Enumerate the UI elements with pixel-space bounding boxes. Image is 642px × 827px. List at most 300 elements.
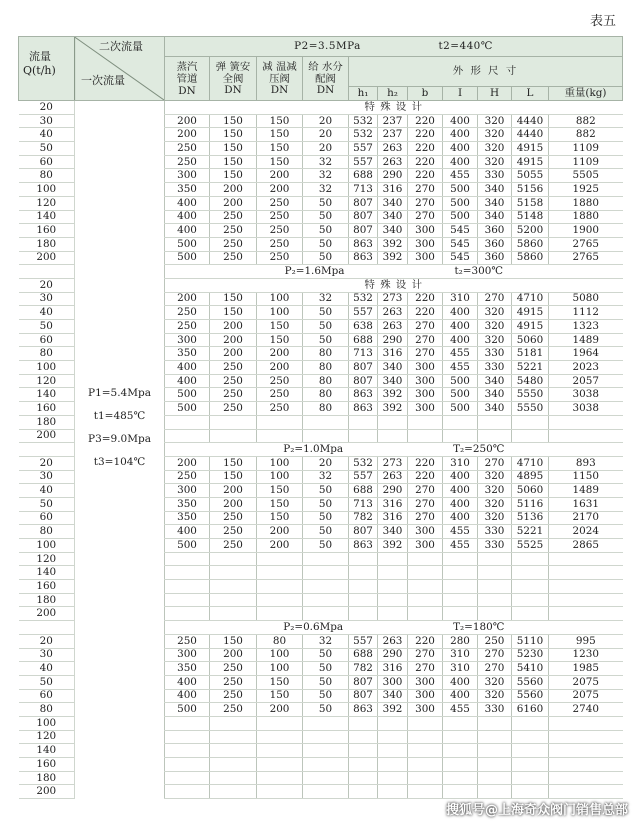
table-cell [378, 771, 408, 785]
table-cell: 50 [303, 662, 349, 676]
table-cell [478, 716, 512, 730]
table-cell: 638 [349, 320, 378, 334]
table-cell: 4915 [512, 320, 549, 334]
table-cell: 5181 [512, 347, 549, 361]
table-cell: 50 [303, 484, 349, 498]
table-cell [549, 415, 623, 429]
table-cell: 320 [478, 675, 512, 689]
table-cell [303, 566, 349, 580]
table-cell: 250 [210, 402, 257, 416]
table-cell: 250 [257, 210, 303, 224]
table-cell: 250 [257, 388, 303, 402]
table-cell: 340 [478, 210, 512, 224]
table-cell: 270 [408, 210, 443, 224]
table-cell: 4895 [512, 470, 549, 484]
flow-value: 120 [19, 374, 75, 388]
table-cell: 50 [303, 333, 349, 347]
table-cell: 50 [303, 648, 349, 662]
primary-flow-label: 一次流量 [81, 74, 125, 87]
table-cell [303, 771, 349, 785]
flow-value: 40 [19, 662, 75, 676]
flow-cell [19, 265, 75, 279]
col-steam-pipe [165, 57, 210, 101]
table-cell [549, 566, 623, 580]
table-cell: 863 [349, 539, 378, 553]
table-cell: 100 [257, 306, 303, 320]
table-cell: 300 [408, 703, 443, 717]
table-cell [408, 429, 443, 443]
table-cell: 713 [349, 497, 378, 511]
table-cell: 150 [210, 470, 257, 484]
flow-value: 30 [19, 648, 75, 662]
table-cell: 80 [303, 402, 349, 416]
table-cell: 200 [210, 347, 257, 361]
table-body [19, 101, 623, 799]
table-cell: 1112 [549, 306, 623, 320]
flow-value: 80 [19, 703, 75, 717]
table-cell: 80 [303, 388, 349, 402]
table-cell [210, 758, 257, 772]
table-cell [257, 744, 303, 758]
table-cell [378, 607, 408, 621]
table-cell: 250 [165, 142, 210, 156]
table-cell: 1880 [549, 196, 623, 210]
table-cell: 330 [478, 347, 512, 361]
table-cell: 557 [349, 142, 378, 156]
table-cell: 688 [349, 169, 378, 183]
table-cell [443, 415, 478, 429]
table-cell: 300 [408, 388, 443, 402]
table-cell: 300 [165, 169, 210, 183]
table-cell: 713 [349, 183, 378, 197]
table-cell: 400 [443, 675, 478, 689]
table-cell [512, 758, 549, 772]
primary-condition: P1=5.4Mpa [88, 387, 151, 399]
table-cell [512, 552, 549, 566]
table-cell [349, 771, 378, 785]
table-cell: 500 [443, 374, 478, 388]
table-cell: 532 [349, 128, 378, 142]
section-condition [165, 443, 623, 457]
table-cell: 150 [210, 634, 257, 648]
table-cell [478, 744, 512, 758]
table-cell [257, 429, 303, 443]
table-cell: 1109 [549, 142, 623, 156]
table-cell [512, 566, 549, 580]
col-feed-valve-dn: DN [316, 84, 335, 96]
table-cell: 150 [257, 511, 303, 525]
table-cell: 250 [210, 675, 257, 689]
table-cell: 270 [478, 662, 512, 676]
table-cell: 882 [549, 128, 623, 142]
table-cell: 150 [210, 155, 257, 169]
section-temperature: t₂=300℃ [454, 265, 503, 278]
table-cell: 532 [349, 456, 378, 470]
table-cell: 300 [165, 333, 210, 347]
flow-value: 180 [19, 415, 75, 429]
table-cell [378, 744, 408, 758]
table-cell [165, 785, 210, 799]
table-cell: 1985 [549, 662, 623, 676]
primary-condition: t1=485℃ [93, 410, 146, 422]
table-cell [210, 552, 257, 566]
table-cell: 400 [165, 224, 210, 238]
table-cell: 263 [378, 155, 408, 169]
table-cell: 2740 [549, 703, 623, 717]
table-cell [257, 415, 303, 429]
table-cell: 863 [349, 388, 378, 402]
table-cell: 20 [303, 128, 349, 142]
table-cell: 80 [257, 634, 303, 648]
table-cell [378, 785, 408, 799]
table-cell: 893 [549, 456, 623, 470]
table-cell [303, 593, 349, 607]
col-steam-pipe-dn: DN [178, 84, 196, 97]
table-cell: 300 [408, 361, 443, 375]
table-cell: 200 [210, 497, 257, 511]
table-cell [257, 580, 303, 594]
table-cell: 300 [165, 648, 210, 662]
table-cell: 300 [408, 237, 443, 251]
table-cell: 2075 [549, 675, 623, 689]
table-cell [408, 580, 443, 594]
table-cell: 50 [303, 306, 349, 320]
table-cell: 400 [165, 210, 210, 224]
table-cell: 360 [478, 251, 512, 265]
table-cell: 1109 [549, 155, 623, 169]
flow-value: 100 [19, 361, 75, 375]
flow-value: 160 [19, 224, 75, 238]
table-cell [257, 758, 303, 772]
table-cell [165, 552, 210, 566]
table-cell: 340 [378, 196, 408, 210]
table-cell [378, 593, 408, 607]
table-cell [210, 716, 257, 730]
table-cell: 5410 [512, 662, 549, 676]
flow-value: 20 [19, 278, 75, 292]
col-dimensions: 外 形 尺 寸 [349, 57, 623, 87]
table-cell [443, 607, 478, 621]
table-cell: 300 [408, 689, 443, 703]
table-cell [257, 730, 303, 744]
flow-cell [19, 621, 75, 635]
table-cell: 350 [165, 347, 210, 361]
table-cell: 320 [478, 155, 512, 169]
section-pressure: P₂=1.6Mpa [284, 265, 345, 278]
flow-value: 200 [19, 607, 75, 621]
table-cell: 150 [257, 497, 303, 511]
table-cell: 80 [303, 361, 349, 375]
table-cell: 400 [443, 306, 478, 320]
table-cell: 250 [257, 196, 303, 210]
table-cell: 150 [210, 169, 257, 183]
table-cell: 270 [408, 183, 443, 197]
table-cell [408, 744, 443, 758]
table-cell: 5221 [512, 361, 549, 375]
table-cell [378, 429, 408, 443]
col-reducer-valve-label: 减 温减压阀 [262, 61, 297, 85]
table-row [19, 101, 623, 115]
table-cell: 2024 [549, 525, 623, 539]
table-cell: 220 [408, 142, 443, 156]
table-cell [303, 552, 349, 566]
table-cell: 545 [443, 251, 478, 265]
table-cell: 32 [303, 292, 349, 306]
flow-value: 80 [19, 525, 75, 539]
table-cell: 20 [303, 456, 349, 470]
table-cell: 5055 [512, 169, 549, 183]
table-cell: 360 [478, 237, 512, 251]
table-cell: 316 [378, 183, 408, 197]
table-cell [303, 580, 349, 594]
table-cell: 995 [549, 634, 623, 648]
table-cell: 32 [303, 634, 349, 648]
table-cell: 220 [408, 634, 443, 648]
table-cell: 200 [210, 648, 257, 662]
table-cell: 80 [303, 347, 349, 361]
table-cell: 807 [349, 210, 378, 224]
table-cell: 250 [210, 662, 257, 676]
table-cell: 500 [443, 183, 478, 197]
table-cell: 32 [303, 470, 349, 484]
table-cell: 250 [165, 634, 210, 648]
section-condition [165, 621, 623, 635]
col-reducer-valve-dn: DN [270, 84, 289, 96]
table-cell: 455 [443, 703, 478, 717]
table-cell [478, 771, 512, 785]
table-cell: 320 [478, 142, 512, 156]
table-cell [478, 552, 512, 566]
table-cell: 150 [210, 306, 257, 320]
table-cell: 290 [378, 484, 408, 498]
table-cell: 4915 [512, 306, 549, 320]
table-cell [210, 429, 257, 443]
table-cell: 50 [303, 539, 349, 553]
corner-header-cell [19, 37, 165, 101]
table-cell [349, 730, 378, 744]
table-cell: 290 [378, 648, 408, 662]
table-cell: 2765 [549, 251, 623, 265]
flow-value: 20 [19, 456, 75, 470]
table-cell: 2057 [549, 374, 623, 388]
table-cell: 300 [408, 539, 443, 553]
col-h2: h₂ [378, 87, 408, 101]
table-cell [408, 415, 443, 429]
table-cell [512, 744, 549, 758]
special-design-note: 特 殊 设 计 [165, 101, 623, 115]
table-cell: 5116 [512, 497, 549, 511]
table-cell: 1964 [549, 347, 623, 361]
table-cell [303, 758, 349, 772]
table-cell [549, 730, 623, 744]
table-cell [378, 580, 408, 594]
col-I: I [443, 87, 478, 101]
flow-value: 40 [19, 484, 75, 498]
flow-value: 100 [19, 539, 75, 553]
table-cell: 20 [303, 142, 349, 156]
table-cell [512, 607, 549, 621]
table-cell: 400 [165, 374, 210, 388]
table-cell: 807 [349, 224, 378, 238]
flow-value: 100 [19, 183, 75, 197]
table-cell [257, 566, 303, 580]
table-cell: 557 [349, 155, 378, 169]
table-cell: 782 [349, 662, 378, 676]
table-cell: 782 [349, 511, 378, 525]
table-cell: 200 [165, 456, 210, 470]
table-cell [349, 607, 378, 621]
table-cell [303, 730, 349, 744]
table-cell [257, 593, 303, 607]
group1-temperature: t2=440℃ [438, 40, 493, 52]
table-cell: 4710 [512, 292, 549, 306]
col-relief-valve-label: 弹 簧安全阀 [215, 61, 251, 85]
col-relief-valve [210, 57, 257, 101]
flow-value: 140 [19, 210, 75, 224]
table-cell: 200 [210, 196, 257, 210]
table-cell: 320 [478, 333, 512, 347]
table-cell: 330 [478, 525, 512, 539]
table-cell: 340 [378, 525, 408, 539]
table-cell: 5080 [549, 292, 623, 306]
table-cell: 32 [303, 155, 349, 169]
table-cell [349, 552, 378, 566]
flow-value: 180 [19, 771, 75, 785]
table-cell [349, 758, 378, 772]
table-cell: 320 [478, 497, 512, 511]
table-cell [512, 785, 549, 799]
table-cell: 20 [303, 114, 349, 128]
table-cell: 500 [165, 703, 210, 717]
table-cell [210, 580, 257, 594]
table-cell: 400 [165, 196, 210, 210]
table-cell [165, 593, 210, 607]
table-cell [478, 415, 512, 429]
table-cell [549, 552, 623, 566]
table-cell: 2170 [549, 511, 623, 525]
table-cell: 280 [443, 634, 478, 648]
table-cell [303, 607, 349, 621]
table-cell: 1880 [549, 210, 623, 224]
flow-value: 80 [19, 169, 75, 183]
table-cell: 270 [408, 511, 443, 525]
primary-condition: P3=9.0Mpa [88, 433, 151, 445]
flow-value: 140 [19, 744, 75, 758]
table-cell: 320 [478, 484, 512, 498]
table-cell: 5860 [512, 237, 549, 251]
flow-value: 140 [19, 566, 75, 580]
flow-value: 160 [19, 402, 75, 416]
table-cell [512, 415, 549, 429]
table-cell: 50 [303, 251, 349, 265]
table-cell: 320 [478, 511, 512, 525]
flow-value: 200 [19, 251, 75, 265]
flow-value: 20 [19, 101, 75, 115]
table-cell: 263 [378, 142, 408, 156]
table-cell: 50 [303, 511, 349, 525]
table-cell: 50 [303, 224, 349, 238]
table-cell: 250 [210, 210, 257, 224]
table-cell: 250 [478, 634, 512, 648]
table-cell: 263 [378, 306, 408, 320]
table-cell: 5550 [512, 388, 549, 402]
flow-value: 20 [19, 634, 75, 648]
table-cell: 500 [165, 237, 210, 251]
col-relief-valve-dn: DN [224, 84, 242, 96]
table-cell: 340 [478, 388, 512, 402]
table-cell: 532 [349, 114, 378, 128]
table-cell: 340 [478, 196, 512, 210]
table-cell: 4440 [512, 114, 549, 128]
table-cell: 250 [210, 361, 257, 375]
flow-value: 160 [19, 580, 75, 594]
table-cell: 340 [378, 361, 408, 375]
table-cell: 340 [378, 374, 408, 388]
table-cell: 500 [443, 388, 478, 402]
table-cell [443, 716, 478, 730]
table-cell [549, 593, 623, 607]
flow-value: 60 [19, 689, 75, 703]
table-cell: 392 [378, 539, 408, 553]
table-cell: 150 [257, 689, 303, 703]
table-cell: 200 [257, 347, 303, 361]
table-cell: 3038 [549, 402, 623, 416]
flow-value: 120 [19, 730, 75, 744]
table-cell: 360 [478, 224, 512, 238]
table-cell [478, 593, 512, 607]
table-cell: 320 [478, 689, 512, 703]
table-cell: 5136 [512, 511, 549, 525]
table-cell: 320 [478, 306, 512, 320]
section-temperature: T₂=180℃ [453, 620, 505, 633]
table-cell: 263 [378, 634, 408, 648]
table-cell [512, 593, 549, 607]
table-cell: 310 [443, 662, 478, 676]
table-cell: 100 [257, 470, 303, 484]
table-cell: 500 [443, 402, 478, 416]
table-cell [349, 429, 378, 443]
flow-unit: Q(t/h) [23, 64, 56, 77]
table-cell [349, 415, 378, 429]
table-cell: 863 [349, 402, 378, 416]
flow-value: 100 [19, 716, 75, 730]
table-cell [549, 429, 623, 443]
table-cell: 400 [443, 689, 478, 703]
table-cell: 150 [210, 128, 257, 142]
table-cell [257, 785, 303, 799]
table-cell: 300 [408, 402, 443, 416]
table-cell [257, 552, 303, 566]
table-cell [210, 415, 257, 429]
table-cell: 50 [303, 497, 349, 511]
table-cell: 200 [257, 183, 303, 197]
table-cell: 330 [478, 169, 512, 183]
flow-label: 流量 [29, 50, 51, 63]
table-cell [165, 429, 210, 443]
table-cell [549, 758, 623, 772]
table-cell [303, 415, 349, 429]
table-cell: 270 [408, 648, 443, 662]
table-cell: 150 [257, 484, 303, 498]
flow-value: 180 [19, 237, 75, 251]
table-cell [443, 566, 478, 580]
table-cell: 5110 [512, 634, 549, 648]
table-cell [443, 730, 478, 744]
table-cell: 557 [349, 306, 378, 320]
table-cell: 250 [257, 251, 303, 265]
table-cell: 557 [349, 634, 378, 648]
table-cell: 5060 [512, 333, 549, 347]
